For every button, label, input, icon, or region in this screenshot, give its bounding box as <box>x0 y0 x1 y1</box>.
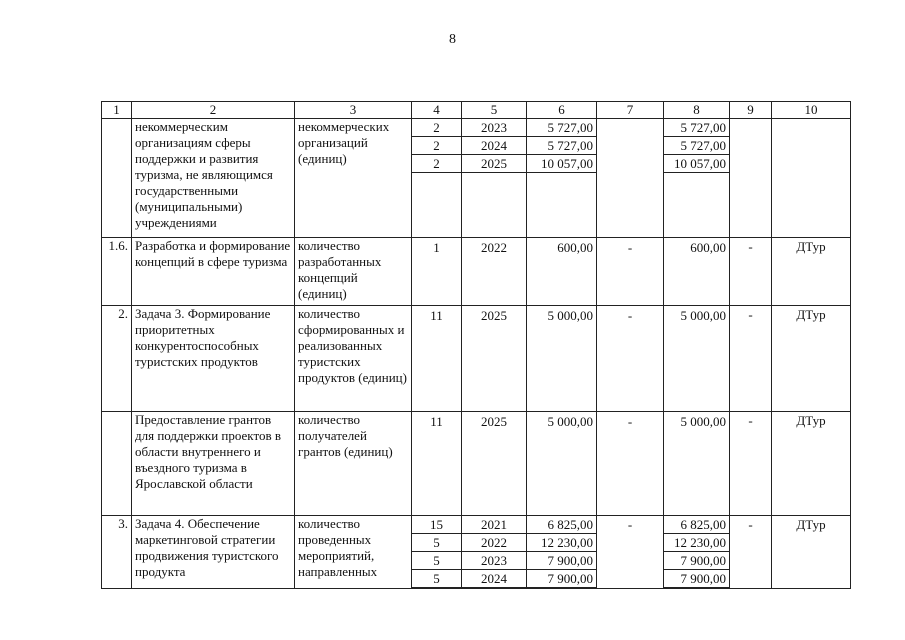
row-col9: - <box>730 238 772 306</box>
row-total: 5 727,00 <box>527 137 596 155</box>
row-col7-cell <box>597 238 664 306</box>
row-quantity: 5 <box>412 570 461 588</box>
row-name: Предоставление грантов для поддержки проектов в области внутреннего и въездного туризма в Ярославской области <box>132 412 295 516</box>
row-year: 2023 <box>462 552 526 570</box>
row-col8: 7 900,00 <box>664 552 729 570</box>
row-total-cell <box>527 119 597 238</box>
table-row <box>102 238 851 306</box>
table-row <box>102 412 851 516</box>
table-row <box>102 119 851 238</box>
column-header-1: 1 <box>102 102 132 119</box>
row-col8: 7 900,00 <box>664 570 729 588</box>
row-col7 <box>597 119 663 137</box>
row-quantity: 5 <box>412 552 461 570</box>
table-row <box>102 516 851 589</box>
row-total: 7 900,00 <box>527 552 596 570</box>
column-header-4: 4 <box>412 102 462 119</box>
row-indicator: количество сформированных и реализованных туристских продуктов (единиц) <box>295 306 412 412</box>
row-year: 2023 <box>462 119 526 137</box>
row-quantity: 2 <box>412 119 461 137</box>
row-total-cell <box>527 238 597 306</box>
row-indicator: некоммерческих организаций (единиц) <box>295 119 412 238</box>
row-number: 1.6. <box>102 238 132 306</box>
row-total: 5 000,00 <box>547 308 593 323</box>
table-body <box>102 119 851 589</box>
row-col8: 6 825,00 <box>664 516 729 534</box>
row-quantity: 5 <box>412 534 461 552</box>
row-year: 2022 <box>462 534 526 552</box>
row-name: Задача 4. Обеспечение маркетинговой стратегии продвижения туристского продукта <box>132 516 295 589</box>
row-col7 <box>597 137 663 155</box>
column-header-6: 6 <box>527 102 597 119</box>
row-col7: - <box>627 240 633 255</box>
program-table <box>101 101 851 589</box>
column-header-10: 10 <box>772 102 851 119</box>
row-col7 <box>597 570 663 588</box>
row-col7: - <box>627 308 633 323</box>
row-year: 2024 <box>462 137 526 155</box>
row-col7: - <box>627 414 633 429</box>
row-col9 <box>730 119 772 238</box>
row-quantity: 11 <box>430 414 443 429</box>
row-executor: ДТур <box>772 238 851 306</box>
row-quantity-cell <box>412 238 462 306</box>
row-year: 2025 <box>462 155 526 173</box>
row-col8: 600,00 <box>690 240 726 255</box>
row-quantity: 2 <box>412 155 461 173</box>
row-quantity-cell <box>412 119 462 238</box>
row-quantity: 1 <box>433 240 440 255</box>
row-number <box>102 412 132 516</box>
row-col8-cell <box>664 412 730 516</box>
column-header-2: 2 <box>132 102 295 119</box>
row-col7 <box>597 552 663 570</box>
row-col7 <box>597 155 663 173</box>
row-total-cell <box>527 516 597 589</box>
column-header-7: 7 <box>597 102 664 119</box>
row-col8: 5 727,00 <box>664 137 729 155</box>
column-header-5: 5 <box>462 102 527 119</box>
row-indicator: количество получателей грантов (единиц) <box>295 412 412 516</box>
row-year-cell <box>462 516 527 589</box>
page-number: 8 <box>449 32 456 47</box>
row-col7: - <box>627 517 633 532</box>
row-executor: ДТур <box>772 516 851 589</box>
row-total-cell <box>527 412 597 516</box>
row-year: 2021 <box>462 516 526 534</box>
row-total: 5 727,00 <box>527 119 596 137</box>
header-row <box>102 102 851 119</box>
row-col8: 5 000,00 <box>680 414 726 429</box>
row-total: 10 057,00 <box>527 155 596 173</box>
row-number: 2. <box>102 306 132 412</box>
row-executor: ДТур <box>772 306 851 412</box>
row-col8: 10 057,00 <box>664 155 729 173</box>
row-quantity-cell <box>412 306 462 412</box>
row-indicator: количество разработанных концепций (единиц) <box>295 238 412 306</box>
row-year-cell <box>462 238 527 306</box>
row-col8: 5 000,00 <box>680 308 726 323</box>
row-col7-cell <box>597 516 664 589</box>
row-name: некоммерческим организациям сферы поддержки и развития туризма, не являющимся государственными (муниципальными) учреждениями <box>132 119 295 238</box>
row-year-cell <box>462 306 527 412</box>
row-col7-cell <box>597 119 664 238</box>
row-year: 2024 <box>462 570 526 588</box>
row-col7-cell <box>597 412 664 516</box>
row-quantity: 15 <box>412 516 461 534</box>
column-header-8: 8 <box>664 102 730 119</box>
row-total: 12 230,00 <box>527 534 596 552</box>
row-quantity-cell <box>412 516 462 589</box>
row-total: 6 825,00 <box>527 516 596 534</box>
row-col8-cell <box>664 516 730 589</box>
row-number <box>102 119 132 238</box>
row-year: 2025 <box>481 308 507 323</box>
column-header-9: 9 <box>730 102 772 119</box>
row-col7 <box>597 534 663 552</box>
row-year: 2022 <box>481 240 507 255</box>
table-row <box>102 306 851 412</box>
row-name: Задача 3. Формирование приоритетных конкурентоспособных туристских продуктов <box>132 306 295 412</box>
row-col8-cell <box>664 119 730 238</box>
row-col8-cell <box>664 306 730 412</box>
row-col9: - <box>730 412 772 516</box>
row-quantity: 11 <box>430 308 443 323</box>
row-year: 2025 <box>481 414 507 429</box>
row-col8: 12 230,00 <box>664 534 729 552</box>
row-year-cell <box>462 119 527 238</box>
row-total-cell <box>527 306 597 412</box>
row-total: 600,00 <box>557 240 593 255</box>
row-col9: - <box>730 306 772 412</box>
row-total: 5 000,00 <box>547 414 593 429</box>
row-executor: ДТур <box>772 412 851 516</box>
row-year-cell <box>462 412 527 516</box>
row-col8: 5 727,00 <box>664 119 729 137</box>
row-name: Разработка и формирование концепций в сфере туризма <box>132 238 295 306</box>
row-col8-cell <box>664 238 730 306</box>
row-quantity: 2 <box>412 137 461 155</box>
row-col7-cell <box>597 306 664 412</box>
column-header-3: 3 <box>295 102 412 119</box>
row-number: 3. <box>102 516 132 589</box>
row-executor <box>772 119 851 238</box>
row-col9: - <box>730 516 772 589</box>
row-indicator: количество проведенных мероприятий, направленных <box>295 516 412 589</box>
row-quantity-cell <box>412 412 462 516</box>
row-total: 7 900,00 <box>527 570 596 588</box>
